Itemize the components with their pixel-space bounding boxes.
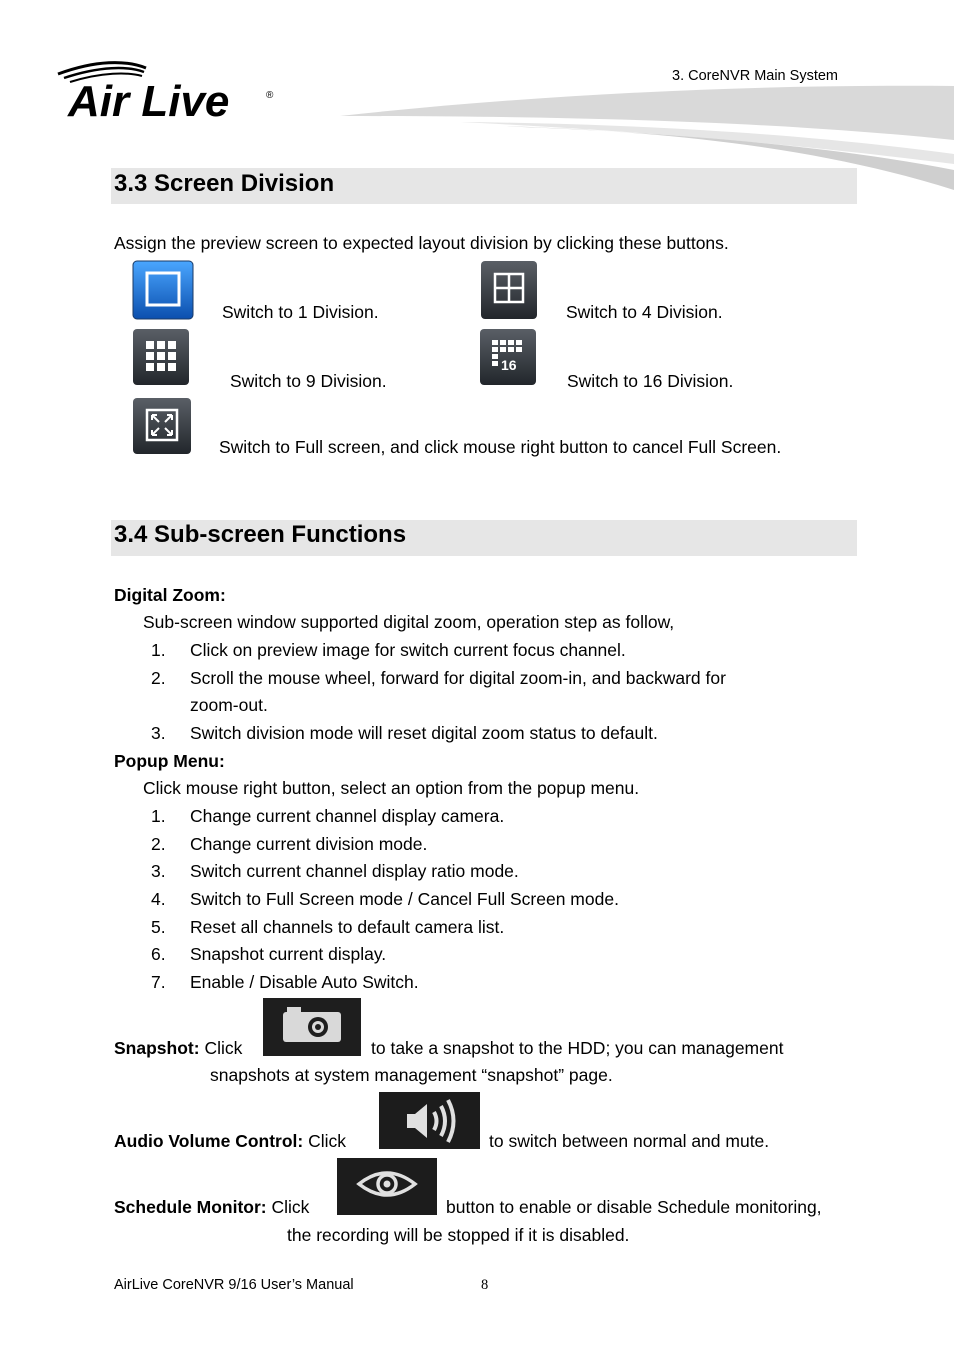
list-number: 7. <box>151 972 166 992</box>
list-number: 3. <box>151 861 166 881</box>
snapshot-click: Click <box>204 1038 243 1058</box>
quad-division-icon[interactable] <box>480 260 538 320</box>
chapter-title: 3. CoreNVR Main System <box>672 68 838 84</box>
snapshot-text: to take a snapshot to the HDD; you can management <box>371 1038 784 1058</box>
list-number: 3. <box>151 723 166 743</box>
list-item: Reset all channels to default camera list. <box>190 917 505 937</box>
snapshot-text-2: snapshots at system management “snapshot” page. <box>210 1065 613 1085</box>
footer-manual-title: AirLive CoreNVR 9/16 User’s Manual <box>114 1277 354 1293</box>
list-item: Change current division mode. <box>190 834 428 854</box>
fullscreen-icon[interactable] <box>132 397 192 455</box>
snapshot-camera-icon[interactable] <box>263 998 361 1056</box>
list-item-continuation: zoom-out. <box>190 695 268 715</box>
list-number: 1. <box>151 806 166 826</box>
popup-menu-intro: Click mouse right button, select an option from the popup menu. <box>143 778 640 798</box>
single-division-icon[interactable] <box>132 260 194 320</box>
schedule-click: Click <box>271 1197 310 1217</box>
snapshot-line <box>114 1037 242 1059</box>
fullscreen-label: Switch to Full screen, and click mouse right button to cancel Full Screen. <box>219 437 782 457</box>
brand-wordmark: Air Live <box>68 77 230 122</box>
list-item: Snapshot current display. <box>190 944 387 964</box>
list-number: 2. <box>151 668 166 688</box>
sixteen-badge-text: 16 <box>501 357 517 373</box>
list-item: Switch current channel display ratio mode. <box>190 861 519 881</box>
audio-line <box>114 1130 346 1152</box>
eye-schedule-icon[interactable] <box>337 1158 437 1215</box>
nine-division-icon[interactable] <box>132 328 190 386</box>
sixteen-division-label: Switch to 16 Division. <box>567 371 734 391</box>
page-number: 8 <box>481 1277 489 1293</box>
digital-zoom-intro: Sub-screen window supported digital zoom, operation step as follow, <box>143 612 675 632</box>
list-item: Change current channel display camera. <box>190 806 505 826</box>
list-item: Switch to Full Screen mode / Cancel Full Screen mode. <box>190 889 619 909</box>
digital-zoom-heading: Digital Zoom: <box>114 585 226 605</box>
list-number: 4. <box>151 889 166 909</box>
snapshot-label: Snapshot: <box>114 1038 200 1058</box>
screen-division-intro: Assign the preview screen to expected layout division by clicking these buttons. <box>114 233 729 253</box>
schedule-line <box>114 1196 309 1218</box>
svg-text:®: ® <box>266 90 274 101</box>
list-item: Enable / Disable Auto Switch. <box>190 972 419 992</box>
list-item: Switch division mode will reset digital zoom status to default. <box>190 723 658 743</box>
airlive-logo <box>56 58 286 122</box>
list-number: 5. <box>151 917 166 937</box>
schedule-text: button to enable or disable Schedule monitoring, <box>446 1197 822 1217</box>
list-item: Scroll the mouse wheel, forward for digital zoom-in, and backward for <box>190 668 726 688</box>
nine-division-label: Switch to 9 Division. <box>230 371 387 391</box>
audio-click: Click <box>308 1131 347 1151</box>
quad-division-label: Switch to 4 Division. <box>566 302 723 322</box>
list-number: 2. <box>151 834 166 854</box>
schedule-text-2: the recording will be stopped if it is disabled. <box>287 1225 630 1245</box>
list-item: Click on preview image for switch current focus channel. <box>190 640 626 660</box>
audio-label: Audio Volume Control: <box>114 1131 304 1151</box>
speaker-volume-icon[interactable] <box>379 1092 480 1149</box>
schedule-label: Schedule Monitor: <box>114 1197 267 1217</box>
list-number: 1. <box>151 640 166 660</box>
popup-menu-heading: Popup Menu: <box>114 751 225 771</box>
audio-text: to switch between normal and mute. <box>489 1131 770 1151</box>
sixteen-division-icon[interactable] <box>479 328 537 386</box>
single-division-label: Switch to 1 Division. <box>222 302 379 322</box>
list-number: 6. <box>151 944 166 964</box>
section-title-3-4: 3.4 Sub-screen Functions <box>114 521 407 548</box>
section-title-3-3: 3.3 Screen Division <box>114 170 335 197</box>
